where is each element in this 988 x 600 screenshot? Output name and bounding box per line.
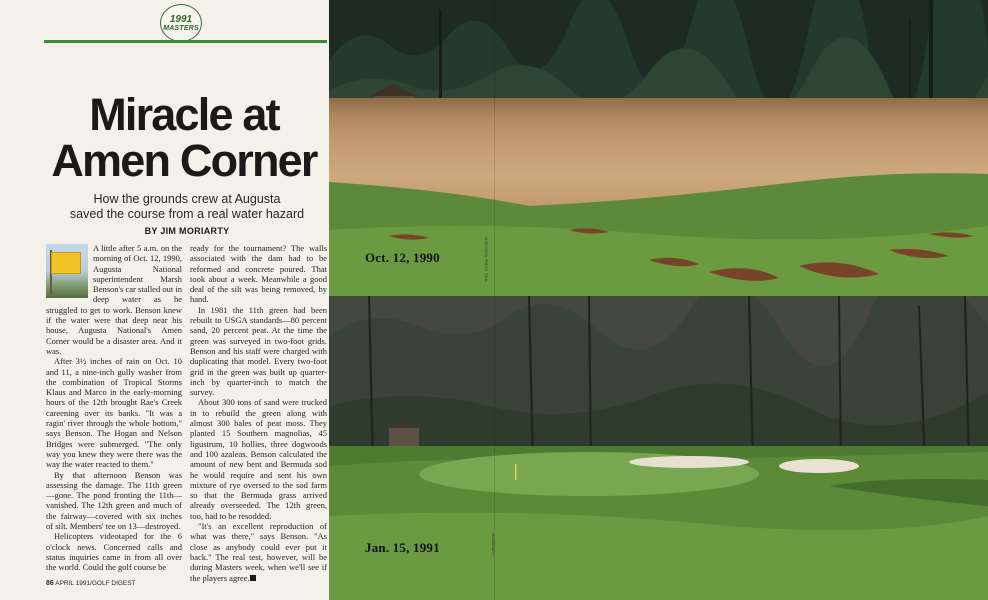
badge-word: MASTERS xyxy=(163,24,199,32)
restored-course-photo xyxy=(329,296,988,600)
deck-subhead xyxy=(46,192,328,222)
folio xyxy=(46,580,136,587)
end-mark-icon xyxy=(250,575,256,581)
masters-flag-icon xyxy=(51,252,81,274)
page-number: 86 xyxy=(46,580,54,587)
headline-line-2: Amen Corner xyxy=(51,135,317,186)
col1-paragraph-3: By that afternoon Benson was assessing the damage. The 11th green—gone. The pond fronting the 11th—vanished. The 12th green and much of the fairway—covered with six inches of silt. Members' tee on 13—destroyed. xyxy=(46,469,182,532)
article-column-2 xyxy=(190,243,327,583)
forest-winter-trees xyxy=(329,296,988,466)
badge-year: 1991 xyxy=(169,13,193,25)
photo-credit-bottom: JIM MORIARTY xyxy=(491,532,495,558)
headline xyxy=(40,89,328,186)
folio-text: APRIL 1991/GOLF DIGEST xyxy=(55,580,136,587)
page-gutter xyxy=(494,0,495,600)
caption-flood-date: Oct. 12, 1990 xyxy=(365,250,440,265)
col2-paragraph-4-wrap xyxy=(190,521,327,583)
col2-paragraph-3: About 300 tons of sand were trucked in to rebuild the green along with almost 300 bales of peat moss. They planted 15 Southern magnolias, 45 ligustrum, 10 hollies, three dogwoods and 100 azaleas. Benson calculated the amount of new bent and Bermuda sod he would require and sent his own mixture of rye oversed to the sod farm so that the Bermuda grass arrived already overseeded. The 12th green, too, had to be resodded. xyxy=(190,397,327,521)
photo-credit-top: ADDITIONAL PHOTO: PAUL xyxy=(484,237,488,283)
flood-photo xyxy=(329,0,988,296)
col2-paragraph-4: "It's an excellent reproduction of what was there," says Benson. "As close as anybody could ever put it back." The real test, however, will be during Masters week, when we'll see if the players agree. xyxy=(190,521,327,583)
col1-paragraph-1: A little after 5 a.m. on the morning of Oct. 12, 1990, Augusta National superintendent Marsh Benson's car stalled out in deep water as he struggled to get to work. Benson knew if the water were that deep near his house, Augusta National's Amen Corner would be a disaster area. And it was. xyxy=(46,243,182,356)
headline-line-1: Miracle at xyxy=(89,89,279,140)
col1-paragraph-4: Helicopters videotaped for the 6 o'clock news. Concerned calls and status inquiries came in from all over the world. Could the golf course be xyxy=(46,531,182,573)
putting-green xyxy=(329,446,988,600)
byline: BY JIM MORIARTY xyxy=(144,226,230,236)
col2-paragraph-1: ready for the tournament? The walls associated with the dam had to be reformed and concrete poured. That took about a week. Meanwhile a good deal of the silt was being removed, by hand. xyxy=(190,243,327,305)
col1-paragraph-2: After 3½ inches of rain on Oct. 10 and 11, a nine-inch gully washer from the combination of Tropical Storms Klaus and Marco in the early-morning hours of the 12th brought Rae's Creek careening over its banks. "It was a ragin' river through the whole bottom," says Benson. The Hogan and Nelson Bridges were submerged. "The only way you knew they were there was the way the water reacted to them." xyxy=(46,356,182,470)
masters-flag-inset-photo xyxy=(46,244,88,298)
article-text-page xyxy=(0,0,329,600)
section-rule xyxy=(44,40,327,43)
deck-line-2: saved the course from a real water hazard xyxy=(69,207,305,221)
masters-1991-badge xyxy=(160,4,202,42)
flagstick xyxy=(515,464,517,480)
deck-line-1: How the grounds crew at Augusta xyxy=(93,192,281,206)
article-column-1 xyxy=(46,243,182,573)
bunker xyxy=(629,456,749,468)
bunker-2 xyxy=(779,459,859,473)
caption-restored-date: Jan. 15, 1991 xyxy=(365,540,440,555)
fairway-top xyxy=(329,170,988,296)
col2-paragraph-2: In 1981 the 11th green had been rebuilt to USGA standards—80 percent sand, 20 percent peat. At the time the green was surveyed in two-foot grids. Benson and his staff were charged with duplicating that model. Every two-foot grid in the green was built up quarter-inch by quarter-inch to match the survey. xyxy=(190,304,327,398)
